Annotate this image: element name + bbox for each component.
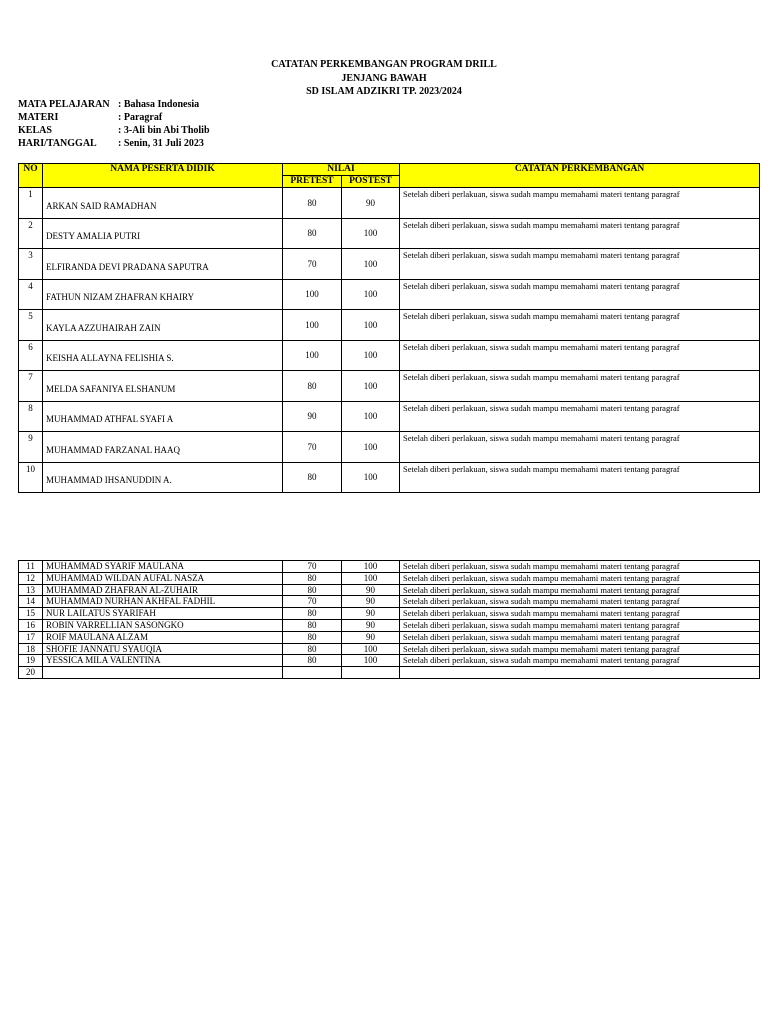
- pretest-score: 80: [283, 655, 342, 667]
- pretest-score: 80: [283, 218, 342, 249]
- posttest-score: [342, 667, 400, 679]
- progress-note: Setelah diberi perlakuan, siswa sudah mampu memahami materi tentang paragraf: [400, 371, 760, 402]
- student-name: MUHAMMAD FARZANAL HAAQ: [43, 432, 283, 463]
- student-name: ARKAN SAID RAMADHAN: [43, 188, 283, 219]
- row-number: 11: [19, 561, 43, 573]
- table-row: [19, 462, 760, 493]
- pretest-score: 80: [283, 188, 342, 219]
- progress-note: Setelah diberi perlakuan, siswa sudah mampu memahami materi tentang paragraf: [400, 188, 760, 219]
- row-number: 3: [19, 249, 43, 280]
- student-name: FATHUN NIZAM ZHAFRAN KHAIRY: [43, 279, 283, 310]
- progress-note: Setelah diberi perlakuan, siswa sudah mampu memahami materi tentang paragraf: [400, 619, 760, 631]
- posttest-score: 90: [342, 631, 400, 643]
- row-number: 16: [19, 619, 43, 631]
- row-number: 8: [19, 401, 43, 432]
- row-number: 20: [19, 667, 43, 679]
- pretest-score: 100: [283, 310, 342, 341]
- table-row: [19, 619, 760, 631]
- pretest-score: 90: [283, 401, 342, 432]
- student-name: MUHAMMAD ATHFAL SYAFI A: [43, 401, 283, 432]
- progress-note: Setelah diberi perlakuan, siswa sudah mampu memahami materi tentang paragraf: [400, 401, 760, 432]
- student-name: MELDA SAFANIYA ELSHANUM: [43, 371, 283, 402]
- meta-row: [18, 98, 210, 111]
- row-number: 12: [19, 572, 43, 584]
- table-row: [19, 584, 760, 596]
- table-row: [19, 631, 760, 643]
- student-name: YESSICA MILA VALENTINA: [43, 655, 283, 667]
- table-row: [19, 572, 760, 584]
- posttest-score: 90: [342, 584, 400, 596]
- table-row: [19, 188, 760, 219]
- posttest-score: 90: [342, 188, 400, 219]
- student-name: MUHAMMAD NURHAN AKHFAL FADHIL: [43, 596, 283, 608]
- progress-note: Setelah diberi perlakuan, siswa sudah mampu memahami materi tentang paragraf: [400, 584, 760, 596]
- progress-note: Setelah diberi perlakuan, siswa sudah mampu memahami materi tentang paragraf: [400, 561, 760, 573]
- row-number: 5: [19, 310, 43, 341]
- progress-note: Setelah diberi perlakuan, siswa sudah mampu memahami materi tentang paragraf: [400, 279, 760, 310]
- pretest-score: 100: [283, 279, 342, 310]
- posttest-score: 100: [342, 279, 400, 310]
- meta-label: KELAS: [18, 125, 52, 136]
- row-number: 19: [19, 655, 43, 667]
- meta-label: MATERI: [18, 112, 59, 123]
- pretest-score: 80: [283, 608, 342, 620]
- table-row: [19, 279, 760, 310]
- meta-row: [18, 111, 210, 124]
- student-name: MUHAMMAD WILDAN AUFAL NASZA: [43, 572, 283, 584]
- student-name: MUHAMMAD SYARIF MAULANA: [43, 561, 283, 573]
- posttest-score: 100: [342, 572, 400, 584]
- meta-label: MATA PELAJARAN: [18, 99, 110, 110]
- progress-note: Setelah diberi perlakuan, siswa sudah mampu memahami materi tentang paragraf: [400, 596, 760, 608]
- student-name: MUHAMMAD ZHAFRAN AL-ZUHAIR: [43, 584, 283, 596]
- meta-info: [18, 98, 210, 150]
- row-number: 14: [19, 596, 43, 608]
- meta-value: : 3-Ali bin Abi Tholib: [118, 125, 210, 136]
- progress-note: Setelah diberi perlakuan, siswa sudah mampu memahami materi tentang paragraf: [400, 643, 760, 655]
- table-row: [19, 432, 760, 463]
- table-row: [19, 561, 760, 573]
- posttest-score: 100: [342, 655, 400, 667]
- pretest-score: 100: [283, 340, 342, 371]
- posttest-score: 90: [342, 596, 400, 608]
- progress-note: Setelah diberi perlakuan, siswa sudah mampu memahami materi tentang paragraf: [400, 631, 760, 643]
- progress-table-top: [18, 163, 760, 493]
- student-name: SHOFIE JANNATU SYAUQIA: [43, 643, 283, 655]
- document-title: [0, 58, 768, 99]
- table-row: [19, 655, 760, 667]
- student-name: ELFIRANDA DEVI PRADANA SAPUTRA: [43, 249, 283, 280]
- header-nilai: NILAI: [283, 164, 400, 176]
- header-no: NO: [19, 164, 43, 188]
- header-name: NAMA PESERTA DIDIK: [43, 164, 283, 188]
- meta-value: : Paragraf: [118, 112, 163, 123]
- posttest-score: 100: [342, 401, 400, 432]
- posttest-score: 90: [342, 619, 400, 631]
- meta-label: HARI/TANGGAL: [18, 138, 97, 149]
- pretest-score: 70: [283, 561, 342, 573]
- row-number: 15: [19, 608, 43, 620]
- progress-table-bottom: [18, 560, 760, 679]
- meta-value: : Bahasa Indonesia: [118, 99, 200, 110]
- row-number: 1: [19, 188, 43, 219]
- table-row: [19, 310, 760, 341]
- row-number: 4: [19, 279, 43, 310]
- table-row: [19, 596, 760, 608]
- table-row: [19, 608, 760, 620]
- progress-note: Setelah diberi perlakuan, siswa sudah mampu memahami materi tentang paragraf: [400, 655, 760, 667]
- table-row: [19, 643, 760, 655]
- progress-note: Setelah diberi perlakuan, siswa sudah mampu memahami materi tentang paragraf: [400, 218, 760, 249]
- progress-note: Setelah diberi perlakuan, siswa sudah mampu memahami materi tentang paragraf: [400, 608, 760, 620]
- posttest-score: 100: [342, 310, 400, 341]
- table-row: [19, 218, 760, 249]
- table-row: [19, 371, 760, 402]
- pretest-score: 80: [283, 462, 342, 493]
- row-number: 6: [19, 340, 43, 371]
- header-notes: CATATAN PERKEMBANGAN: [400, 164, 760, 188]
- student-name: KAYLA AZZUHAIRAH ZAIN: [43, 310, 283, 341]
- table-row: [19, 667, 760, 679]
- student-name: ROBIN VARRELLIAN SASONGKO: [43, 619, 283, 631]
- row-number: 17: [19, 631, 43, 643]
- row-number: 7: [19, 371, 43, 402]
- row-number: 9: [19, 432, 43, 463]
- table-row: [19, 340, 760, 371]
- progress-note: Setelah diberi perlakuan, siswa sudah mampu memahami materi tentang paragraf: [400, 462, 760, 493]
- header-posttest: POSTEST: [342, 176, 400, 188]
- row-number: 10: [19, 462, 43, 493]
- posttest-score: 100: [342, 561, 400, 573]
- student-name: DESTY AMALIA PUTRI: [43, 218, 283, 249]
- meta-row: [18, 137, 210, 150]
- posttest-score: 100: [342, 218, 400, 249]
- meta-row: [18, 124, 210, 137]
- posttest-score: 100: [342, 643, 400, 655]
- student-name: MUHAMMAD IHSANUDDIN A.: [43, 462, 283, 493]
- pretest-score: 70: [283, 432, 342, 463]
- table-row: [19, 401, 760, 432]
- student-name: NUR LAILATUS SYARIFAH: [43, 608, 283, 620]
- table-row: [19, 249, 760, 280]
- pretest-score: 80: [283, 572, 342, 584]
- title-line-3: SD ISLAM ADZIKRI TP. 2023/2024: [306, 86, 462, 97]
- pretest-score: 80: [283, 371, 342, 402]
- pretest-score: [283, 667, 342, 679]
- posttest-score: 100: [342, 371, 400, 402]
- progress-note: Setelah diberi perlakuan, siswa sudah mampu memahami materi tentang paragraf: [400, 432, 760, 463]
- progress-note: [400, 667, 760, 679]
- title-line-2: JENJANG BAWAH: [341, 72, 427, 84]
- pretest-score: 70: [283, 596, 342, 608]
- progress-note: Setelah diberi perlakuan, siswa sudah mampu memahami materi tentang paragraf: [400, 340, 760, 371]
- posttest-score: 100: [342, 432, 400, 463]
- posttest-score: 100: [342, 462, 400, 493]
- header-pretest: PRETEST: [283, 176, 342, 188]
- pretest-score: 80: [283, 631, 342, 643]
- row-number: 13: [19, 584, 43, 596]
- student-name: [43, 667, 283, 679]
- progress-note: Setelah diberi perlakuan, siswa sudah mampu memahami materi tentang paragraf: [400, 249, 760, 280]
- row-number: 2: [19, 218, 43, 249]
- student-name: KEISHA ALLAYNA FELISHIA S.: [43, 340, 283, 371]
- pretest-score: 80: [283, 584, 342, 596]
- row-number: 18: [19, 643, 43, 655]
- progress-note: Setelah diberi perlakuan, siswa sudah mampu memahami materi tentang paragraf: [400, 310, 760, 341]
- title-line-1: CATATAN PERKEMBANGAN PROGRAM DRILL: [271, 59, 497, 70]
- pretest-score: 80: [283, 619, 342, 631]
- progress-note: Setelah diberi perlakuan, siswa sudah mampu memahami materi tentang paragraf: [400, 572, 760, 584]
- posttest-score: 90: [342, 608, 400, 620]
- meta-value: : Senin, 31 Juli 2023: [118, 138, 204, 149]
- pretest-score: 70: [283, 249, 342, 280]
- pretest-score: 80: [283, 643, 342, 655]
- posttest-score: 100: [342, 340, 400, 371]
- posttest-score: 100: [342, 249, 400, 280]
- student-name: ROIF MAULANA ALZAM: [43, 631, 283, 643]
